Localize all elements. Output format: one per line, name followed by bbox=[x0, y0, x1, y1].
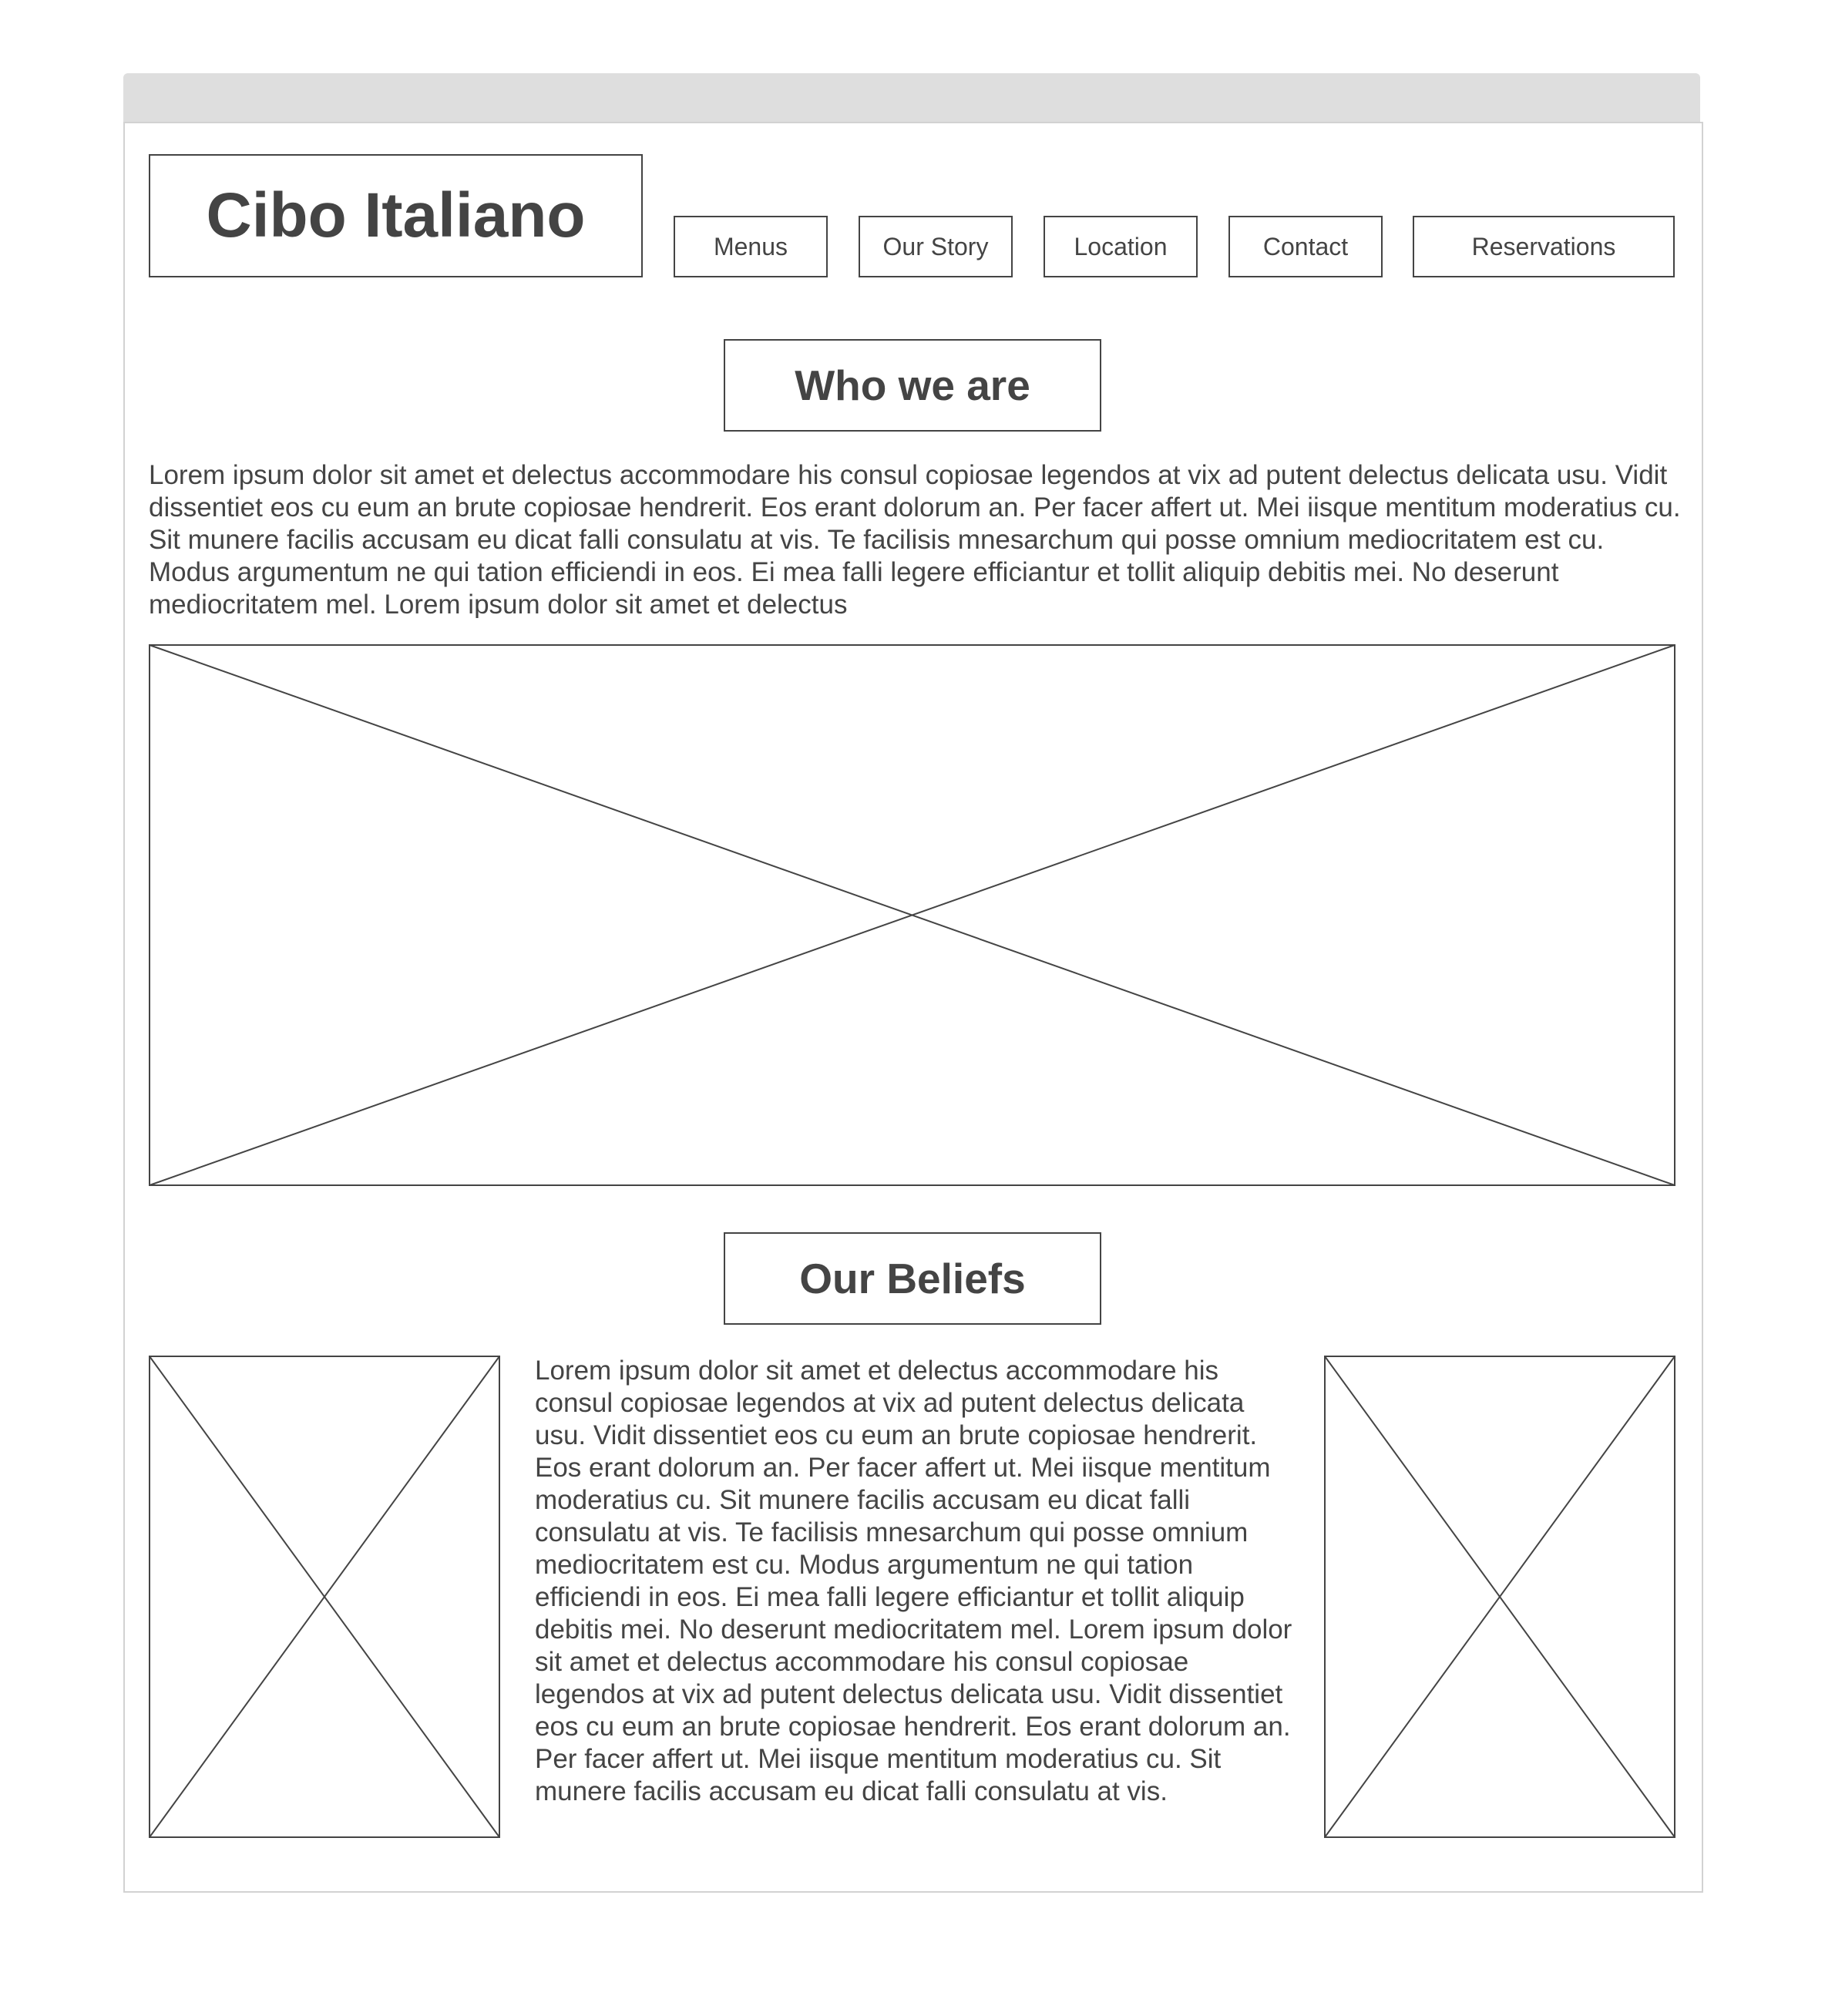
who-we-are-heading: Who we are bbox=[724, 339, 1101, 432]
left-image-placeholder bbox=[149, 1356, 500, 1838]
who-we-are-text: Lorem ipsum dolor sit amet et delectus accommodare his consul copiosae legendos at vix ad putent delectus delicata usu. Vidit dissentiet eos cu eum an brute copiosae hendrerit. Eos erant dolorum an. Per facer affert ut. Mei iisque mentitum moderatius cu. Sit munere facilis accusam eu dicat falli consulatu at vis. Te facilisis mnesarchum qui posse omnium mediocritatem est cu. Modus argumentum ne qui tation efficiendi in eos. Ei mea falli legere efficiantur et tollit aliquip debitis mei. No deserunt mediocritatem mel. Lorem ipsum dolor sit amet et delectus bbox=[149, 460, 1681, 618]
nav-reservations[interactable]: Reservations bbox=[1413, 216, 1675, 277]
site-logo[interactable]: Cibo Italiano bbox=[149, 154, 643, 277]
nav-contact[interactable]: Contact bbox=[1228, 216, 1383, 277]
our-beliefs-heading: Our Beliefs bbox=[724, 1232, 1101, 1325]
browser-title-bar bbox=[123, 73, 1700, 122]
nav-menus[interactable]: Menus bbox=[674, 216, 828, 277]
nav-location[interactable]: Location bbox=[1044, 216, 1198, 277]
our-beliefs-text: Lorem ipsum dolor sit amet et delectus accommodare his consul copiosae legendos at vix ad putent delectus delicata usu. Vidit dissentiet eos cu eum an brute copiosae hendrerit. Eos erant dolorum an. Per facer affert ut. Mei iisque mentitum moderatius cu. Sit munere facilis accusam eu dicat falli consulatu at vis. Te facilisis mnesarchum qui posse omnium mediocritatem est cu. Modus argumentum ne qui tation efficiendi in eos. Ei mea falli legere efficiantur et tollit aliquip debitis mei. No deserunt mediocritatem mel. Lorem ipsum dolor sit amet et delectus accommodare his consul copiosae legendos at vix ad putent delectus delicata usu. Vidit dissentiet eos cu eum an brute copiosae hendrerit. Eos erant dolorum an. Per facer affert ut. Mei iisque mentitum moderatius cu. Sit munere facilis accusam eu dicat falli consulatu at vis. bbox=[535, 1356, 1292, 1806]
nav-our-story[interactable]: Our Story bbox=[859, 216, 1013, 277]
hero-image-placeholder bbox=[149, 644, 1675, 1186]
right-image-placeholder bbox=[1324, 1356, 1675, 1838]
